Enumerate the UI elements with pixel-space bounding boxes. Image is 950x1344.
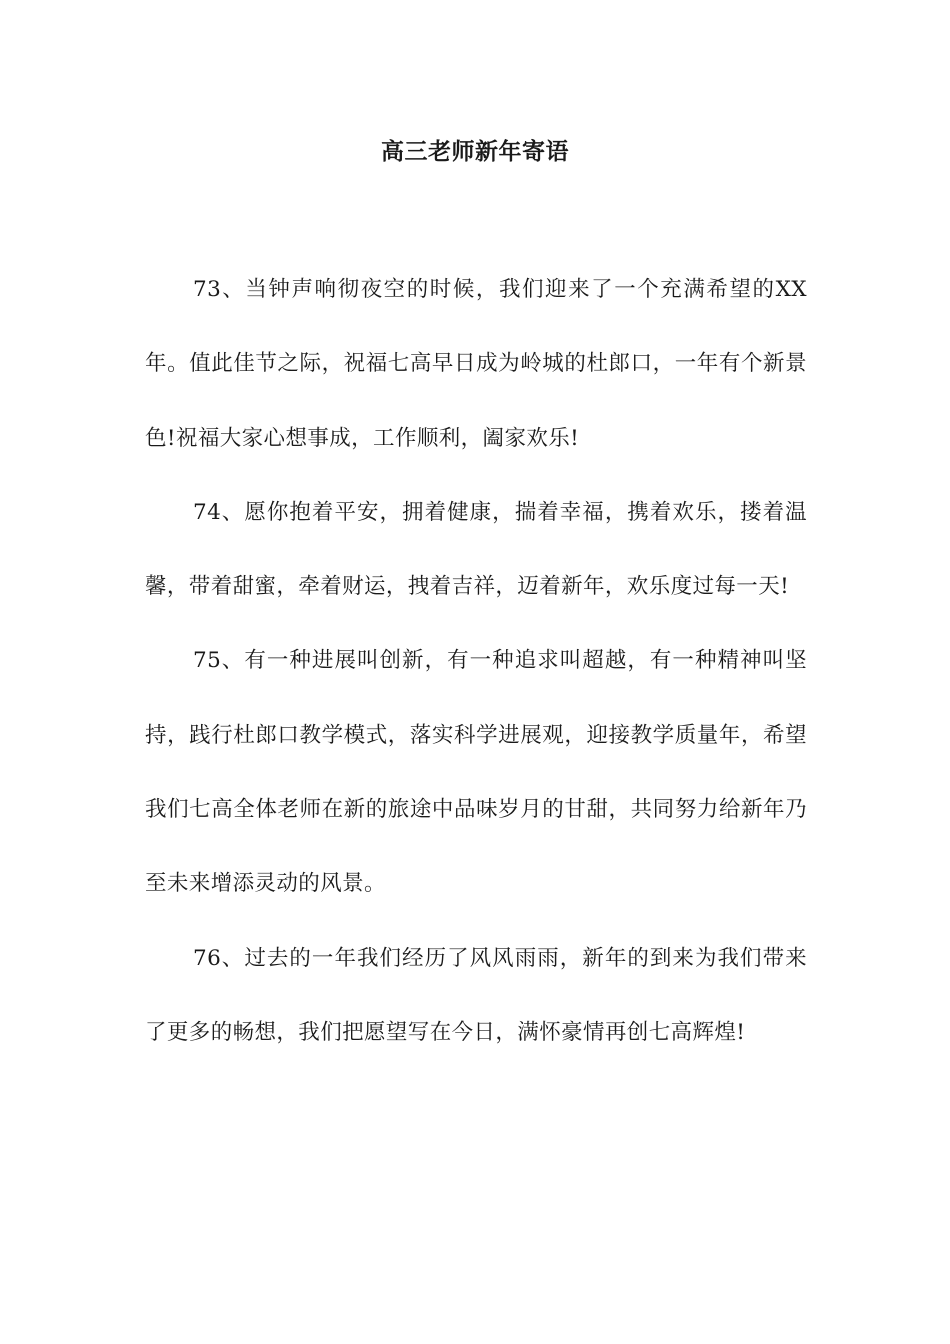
document-title: 高三老师新年寄语	[381, 139, 569, 165]
paragraph-76: 76、过去的一年我们经历了风风雨雨，新年的到来为我们带来了更多的畅想，我们把愿望写在今日，满怀豪情再创七高辉煌!	[145, 945, 807, 1045]
paragraph-74: 74、愿你抱着平安，拥着健康，揣着幸福，携着欢乐，搂着温馨，带着甜蜜，牵着财运，拽着吉祥，迈着新年，欢乐度过每一天!	[145, 499, 807, 600]
paragraph-75: 75、有一种进展叫创新，有一种追求叫超越，有一种精神叫坚持，践行杜郎口教学模式，落实科学进展观，迎接教学质量年，希望我们七高全体老师在新的旅途中品味岁月的甘甜，共同努力给新年乃至未来增添灵动的风景。	[145, 648, 807, 897]
document-body	[145, 253, 807, 1070]
paragraph-73: 73、当钟声响彻夜空的时候，我们迎来了一个充满希望的XX年。值此佳节之际，祝福七高早日成为岭城的杜郎口，一年有个新景色!祝福大家心想事成，工作顺利，阖家欢乐!	[145, 277, 807, 451]
